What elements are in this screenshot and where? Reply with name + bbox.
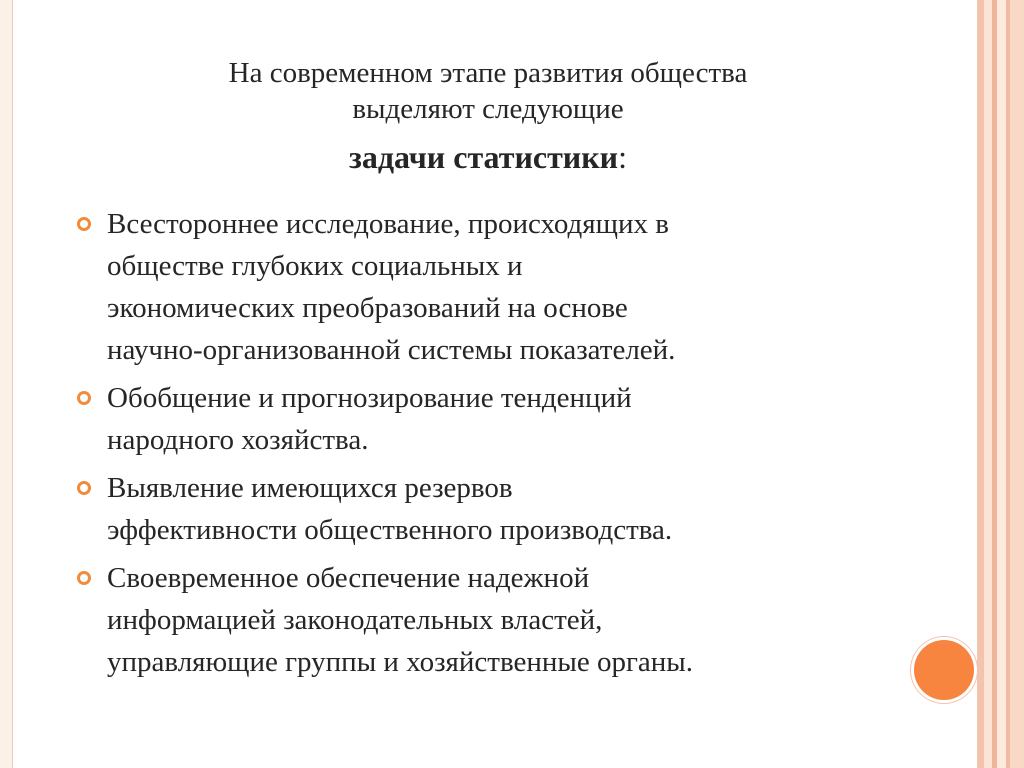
list-item-line: Своевременное обеспечение надежной xyxy=(107,562,590,594)
list-item xyxy=(75,557,905,683)
list-item-line: информацией законодательных властей, xyxy=(107,604,603,636)
list-item-line: управляющие группы и хозяйственные органы. xyxy=(107,646,694,678)
orange-circle-decoration xyxy=(914,640,974,700)
list-item-line: обществе глубоких социальных и xyxy=(107,250,523,282)
stripe xyxy=(984,0,992,768)
list-item-line: эффективности общественного производства. xyxy=(107,514,673,546)
title-emphasis xyxy=(53,137,923,177)
title-line-2: выделяют следующие xyxy=(352,93,624,125)
list-item-line: Выявление имеющихся резервов xyxy=(107,472,513,504)
title-line-1: На современном этапе развития общества xyxy=(228,57,748,89)
title-bold-text: задачи статистики xyxy=(348,139,619,175)
list-item xyxy=(75,467,905,551)
title-colon: : xyxy=(618,139,627,175)
slide-title xyxy=(53,55,923,177)
list-item xyxy=(75,377,905,461)
list-item xyxy=(75,203,905,371)
task-list xyxy=(75,203,905,689)
ring-bullet-icon xyxy=(77,391,91,405)
list-item-line: экономических преобразований на основе xyxy=(107,292,628,324)
ring-bullet-icon xyxy=(77,217,91,231)
list-item-line: научно-организованной системы показателей. xyxy=(107,334,676,366)
slide xyxy=(12,0,978,768)
decorative-stripes xyxy=(978,0,1024,768)
stripe xyxy=(997,0,1006,768)
list-item-line: Всестороннее исследование, происходящих в xyxy=(107,208,669,240)
list-item-line: народного хозяйства. xyxy=(107,424,369,456)
list-item-line: Обобщение и прогнозирование тенденций xyxy=(107,382,632,414)
stripe xyxy=(1010,0,1024,768)
ring-bullet-icon xyxy=(77,571,91,585)
ring-bullet-icon xyxy=(77,481,91,495)
